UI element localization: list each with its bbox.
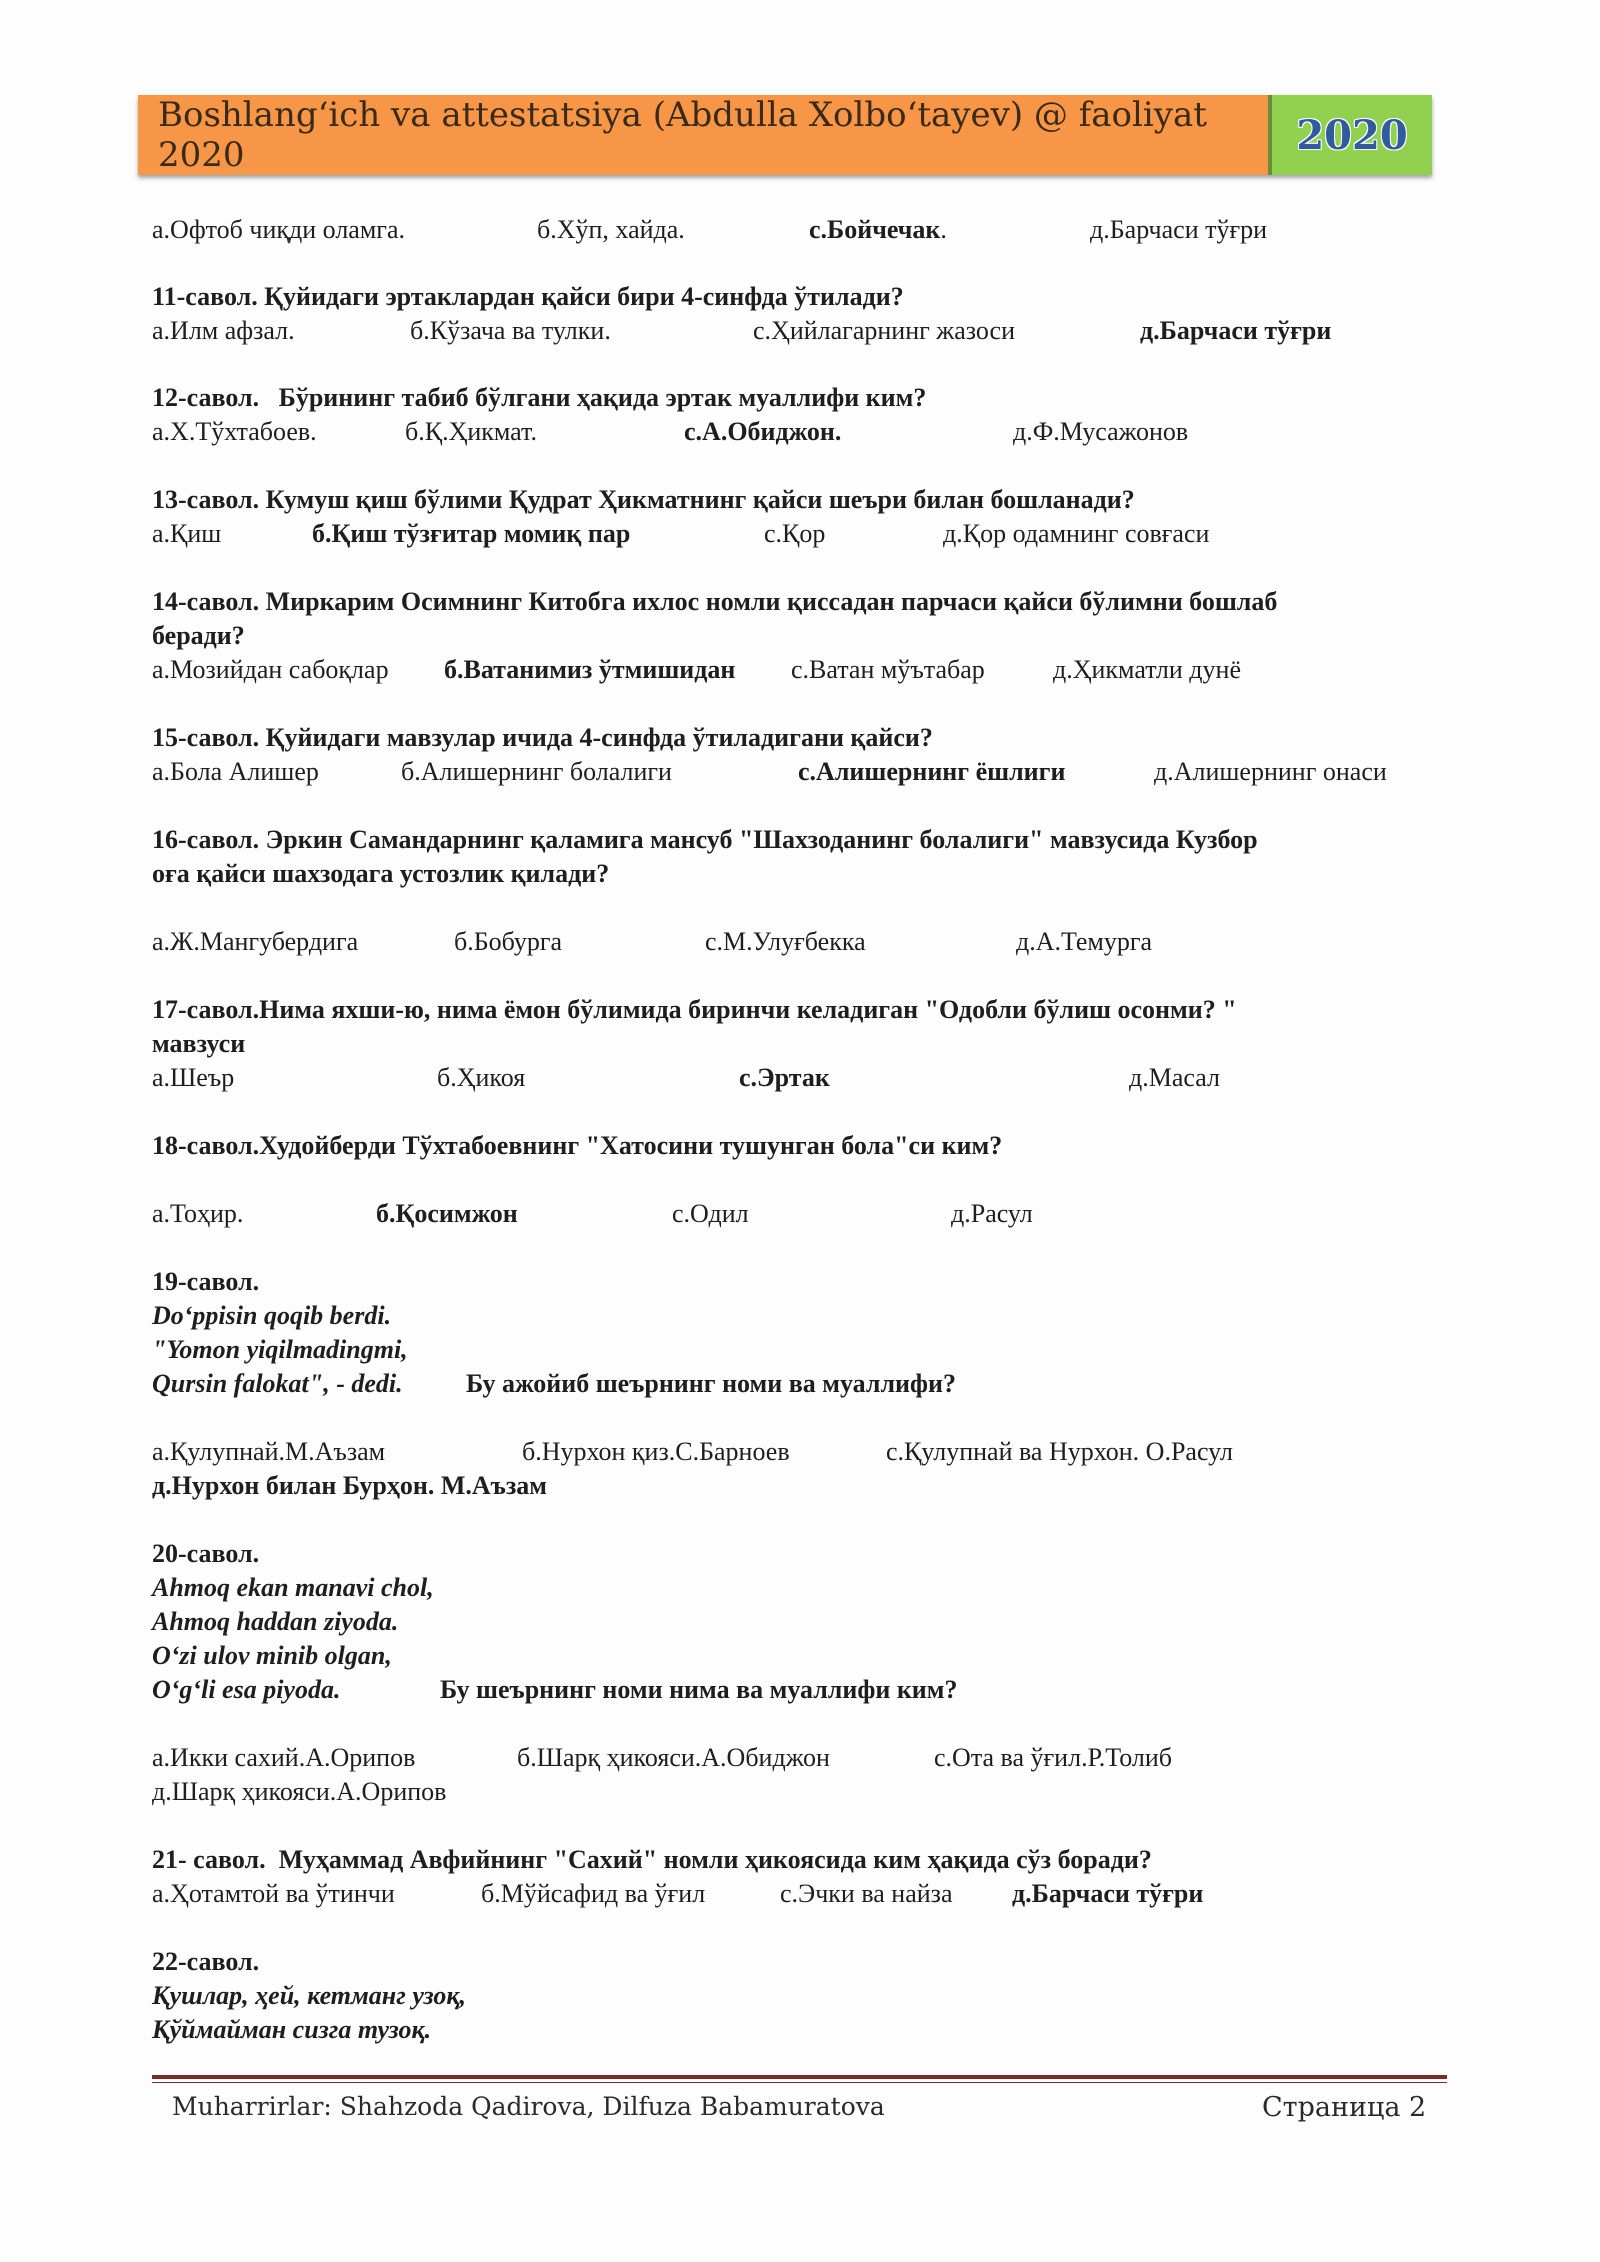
answer-a: а.Ҳотамтой ва ўтинчи <box>152 1879 395 1908</box>
q20-poem-line: Ahmoq haddan ziyoda. <box>152 1607 399 1636</box>
question-22-number: 22-савол. <box>152 1947 260 1976</box>
answer-a: а.Ж.Мангубердига <box>152 927 359 956</box>
answer-a: а.Икки сахий.А.Орипов <box>152 1743 416 1772</box>
question-14-line1: 14-савол. Миркарим Осимнинг Китобга ихлос номли қиссадан парчаси қайси бўлимни бошлаб <box>152 587 1278 616</box>
answer-c: с.Ватан мўътабар <box>791 655 985 684</box>
question-21: 21- савол. Муҳаммад Авфийнинг "Сахий" номли ҳикоясида ким ҳақида сўз боради? <box>152 1845 1152 1874</box>
answer-d: д.Қор одамнинг совғаси <box>943 519 1210 548</box>
q20-poem-line: Ahmoq ekan manavi chol, <box>152 1573 434 1602</box>
page-header <box>138 95 1432 175</box>
answer-c-correct: с.Эртак <box>739 1063 830 1092</box>
question-14-line2: беради? <box>152 621 245 650</box>
question-16-line2: оға қайси шахзодага устозлик қилади? <box>152 859 610 888</box>
answer-c-correct: с.Алишернинг ёшлиги <box>798 757 1066 786</box>
question-19-text: Бу ажойиб шеърнинг номи ва муаллифи? <box>466 1369 957 1398</box>
question-20-text: Бу шеърнинг номи нима ва муаллифи ким? <box>440 1675 958 1704</box>
answer-a: а.Қулупнай.М.Аъзам <box>152 1437 386 1466</box>
q19-answer-d-correct: д.Нурхон билан Бурҳон. М.Аъзам <box>152 1471 547 1500</box>
answer-c-correct: с.Бойчечак. <box>809 215 947 244</box>
answer-b: б.Кўзача ва тулки. <box>410 316 611 345</box>
question-17-line2: мавзуси <box>152 1029 246 1058</box>
answer-a: а.Шеър <box>152 1063 235 1092</box>
question-15: 15-савол. Қуйидаги мавзулар ичида 4-синфда ўтиладигани қайси? <box>152 723 933 752</box>
answer-b: б.Мўйсафид ва ўғил <box>481 1879 706 1908</box>
answer-b: б.Хўп, хайда. <box>537 215 685 244</box>
footer-divider <box>152 2075 1447 2079</box>
header-year: 2020 <box>1268 95 1432 175</box>
question-12: 12-савол. Бўрининг табиб бўлгани ҳақида эртак муаллифи ким? <box>152 383 927 412</box>
answer-c-correct: с.А.Обиджон. <box>684 417 842 446</box>
answer-c: с.Ҳийлагарнинг жазоси <box>753 316 1015 345</box>
question-19-number: 19-савол. <box>152 1267 260 1296</box>
footer-divider-thin <box>152 2082 1447 2083</box>
answer-a: а.Х.Тўхтабоев. <box>152 417 317 446</box>
answer-c: с.Қор <box>764 519 826 548</box>
q20-poem-line: O‘zi ulov minib olgan, <box>152 1641 392 1670</box>
q20-answer-d: д.Шарқ ҳикояси.А.Орипов <box>152 1777 447 1806</box>
question-16-line1: 16-савол. Эркин Самандарнинг қаламига мансуб "Шахзоданинг болалиги" мавзусида Кузбор <box>152 825 1258 854</box>
question-17-line1: 17-савол.Нима яхши-ю, нима ёмон бўлимида биринчи келадиган "Одобли бўлиш осонми? " <box>152 995 1237 1024</box>
answer-b: б.Нурхон қиз.С.Барноев <box>522 1437 790 1466</box>
header-title: Boshlang‘ich va attestatsiya (Abdulla Xolbo‘tayev) @ faoliyat 2020 <box>138 95 1268 175</box>
answer-b: б.Бобурга <box>454 927 563 956</box>
answer-b: б.Алишернинг болалиги <box>401 757 672 786</box>
answer-b: б.Қ.Ҳикмат. <box>405 417 537 446</box>
answer-b-correct: б.Қосимжон <box>376 1199 518 1228</box>
answer-b: б.Шарқ ҳикояси.А.Обиджон <box>517 1743 830 1772</box>
answer-c: с.Ота ва ўғил.Р.Толиб <box>934 1743 1172 1772</box>
answer-a: а.Тоҳир. <box>152 1199 244 1228</box>
q19-poem-line: Do‘ppisin qoqib berdi. <box>152 1301 392 1330</box>
answer-d-correct: д.Барчаси тўғри <box>1140 316 1332 345</box>
q20-poem-line: O‘g‘li esa piyoda. <box>152 1675 341 1704</box>
question-20-number: 20-савол. <box>152 1539 260 1568</box>
q22-poem-line: Қўймайман сизга тузоқ. <box>152 2015 432 2044</box>
answer-b-correct: б.Ватанимиз ўтмишидан <box>444 655 736 684</box>
answer-c: с.Эчки ва найза <box>780 1879 953 1908</box>
q19-poem-line: "Yomon yiqilmadingmi, <box>152 1335 408 1364</box>
page-number: Страница 2 <box>1262 2092 1427 2123</box>
answer-d-correct: д.Барчаси тўғри <box>1012 1879 1204 1908</box>
answer-a: а.Қиш <box>152 519 222 548</box>
answer-c: с.Одил <box>672 1199 749 1228</box>
answer-d: д.Ф.Мусажонов <box>1013 417 1189 446</box>
answer-b: б.Ҳикоя <box>437 1063 526 1092</box>
answer-a: а.Бола Алишер <box>152 757 319 786</box>
answer-d: д.Расул <box>951 1199 1033 1228</box>
q19-poem-line: Qursin falokat", - dedi. <box>152 1369 403 1398</box>
footer-editors: Muharrirlar: Shahzoda Qadirova, Dilfuza Babamuratova <box>172 2092 885 2121</box>
question-18: 18-савол.Худойберди Тўхтабоевнинг "Хатосини тушунган бола"си ким? <box>152 1131 1003 1160</box>
answer-d: д.Масал <box>1129 1063 1220 1092</box>
answer-b-correct: б.Қиш тўзғитар момиқ пар <box>312 519 631 548</box>
answer-d: д.А.Темурга <box>1016 927 1153 956</box>
answer-a: а.Илм афзал. <box>152 316 295 345</box>
q22-poem-line: Қушлар, ҳей, кетманг узоқ, <box>152 1981 467 2010</box>
answer-d: д.Алишернинг онаси <box>1154 757 1387 786</box>
answer-d: д.Ҳикматли дунё <box>1053 655 1241 684</box>
answer-c: с.М.Улуғбекка <box>705 927 866 956</box>
question-13: 13-савол. Кумуш қиш бўлими Қудрат Ҳикматнинг қайси шеъри билан бошланади? <box>152 485 1135 514</box>
answer-a: а.Офтоб чиқди оламга. <box>152 215 406 244</box>
answer-a: а.Мозийдан сабоқлар <box>152 655 389 684</box>
answer-c: с.Қулупнай ва Нурхон. О.Расул <box>886 1437 1233 1466</box>
answer-d: д.Барчаси тўғри <box>1090 215 1268 244</box>
question-11: 11-савол. Қуйидаги эртаклардан қайси бири 4-синфда ўтилади? <box>152 282 904 311</box>
